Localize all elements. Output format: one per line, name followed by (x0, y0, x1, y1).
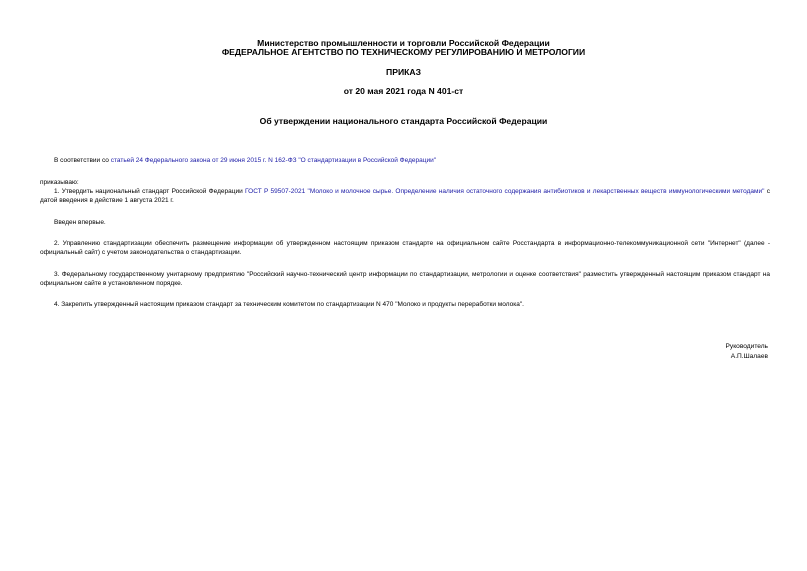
document-subject: Об утверждении национального стандарта Российской Федерации (259, 116, 548, 126)
item-1-suffix: с датой введения в действие 1 августа 2021 г. (40, 188, 770, 204)
law-article-link[interactable]: статьей 24 Федерального закона от 29 июня 2015 г. N 162-ФЗ "О стандартизации в Российской Федерации" (110, 157, 437, 164)
document-date-number: от 20 мая 2021 года N 401-ст (343, 86, 464, 96)
signatory-title: Руководитель (725, 343, 768, 350)
item-2-paragraph: 2. Управлению стандартизации обеспечить размещение информации об утвержденном настоящим приказом стандарте на официальном сайте Росстандарта в информационно-телекоммуникационной сети "Интернет" (далее - официальный сайт) с учетом законодательства о стандартизации. (40, 240, 770, 256)
item-4-paragraph: 4. Закрепить утвержденный настоящим приказом стандарт за техническим комитетом по стандартизации N 470 "Молоко и продукты переработки молока". (54, 301, 524, 308)
item-1-paragraph (40, 187, 770, 205)
agency-name: ФЕДЕРАЛЬНОЕ АГЕНТСТВО ПО ТЕХНИЧЕСКОМУ РЕГУЛИРОВАНИЮ И МЕТРОЛОГИИ (221, 47, 586, 57)
gost-standard-link[interactable]: ГОСТ Р 59507-2021 "Молоко и молочное сырье. Определение наличия остаточного содержания антибиотиков и лекарственных веществ иммунологическими методами" (245, 188, 765, 195)
order-word: приказываю: (40, 179, 79, 186)
item-3-paragraph: 3. Федеральному государственному унитарному предприятию "Российский научно-технический центр информации по стандартизации, метрологии и оценке соответствия" разместить утвержденный настоящим приказом стандарт на официальном сайте в установленном порядке. (40, 271, 770, 287)
item-1-prefix: 1. Утвердить национальный стандарт Российской Федерации (54, 188, 245, 195)
document-type: ПРИКАЗ (386, 67, 421, 77)
introduced-note: Введен впервые. (54, 219, 106, 226)
preamble-paragraph (40, 156, 770, 165)
preamble-prefix: В соответствии со (54, 157, 111, 164)
signatory-name: А.П.Шалаев (730, 353, 768, 360)
ministry-name: Министерство промышленности и торговли Российской Федерации (257, 38, 550, 48)
